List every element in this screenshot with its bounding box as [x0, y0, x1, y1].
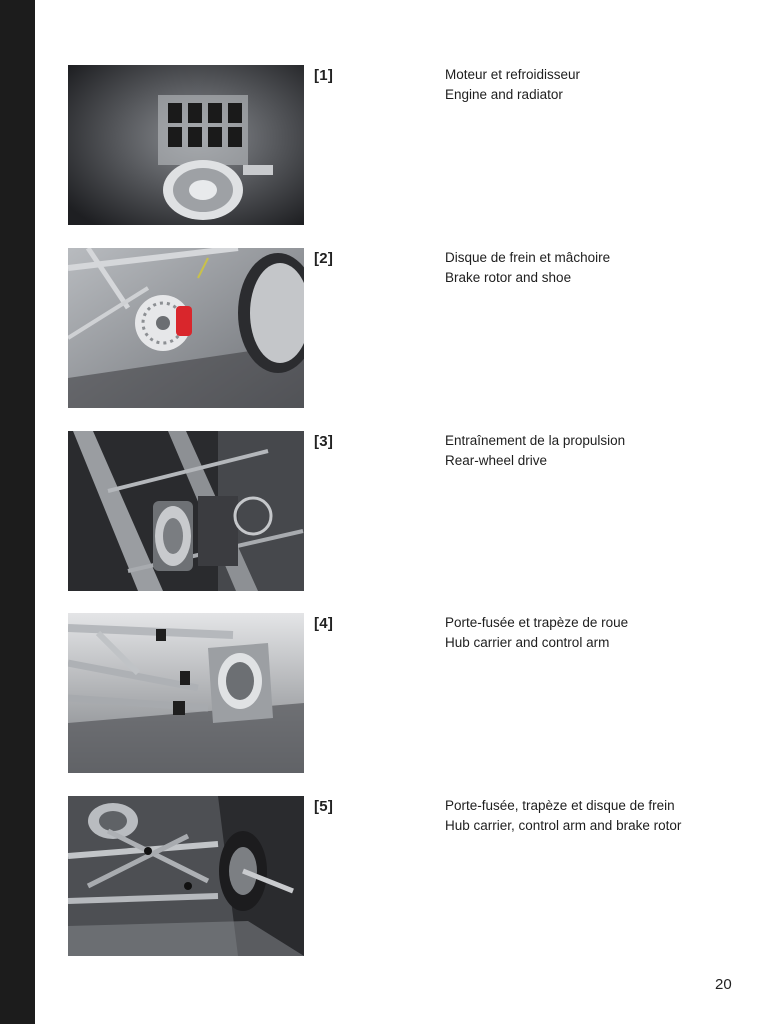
photo-entry-1	[68, 65, 708, 225]
photo-entry-3	[68, 431, 708, 591]
entry-number: [2]	[314, 250, 334, 267]
entry-caption	[445, 65, 580, 105]
caption-french: Porte-fusée, trapèze et disque de frein	[445, 798, 675, 813]
hub-photo	[68, 613, 304, 773]
caption-french: Moteur et refroidisseur	[445, 67, 581, 82]
caption-english: Rear-wheel drive	[445, 453, 548, 468]
page-side-bar	[0, 0, 35, 1024]
drive-photo	[68, 431, 304, 591]
caption-french: Porte-fusée et trapèze de roue	[445, 615, 629, 630]
entry-caption	[445, 431, 625, 471]
engine-photo	[68, 65, 304, 225]
hub-brake-photo	[68, 796, 304, 956]
entry-number: [5]	[314, 798, 334, 815]
photo-entry-2	[68, 248, 708, 408]
photo-entry-4	[68, 613, 708, 773]
caption-french: Disque de frein et mâchoire	[445, 250, 611, 265]
caption-french: Entraînement de la propulsion	[445, 433, 626, 448]
entry-caption	[445, 796, 681, 836]
caption-english: Engine and radiator	[445, 87, 563, 102]
caption-english: Hub carrier and control arm	[445, 635, 610, 650]
entry-number: [3]	[314, 433, 334, 450]
entry-caption	[445, 613, 628, 653]
page-number: 20	[715, 976, 732, 993]
caption-english: Hub carrier, control arm and brake rotor	[445, 818, 682, 833]
photo-entry-5	[68, 796, 708, 956]
entry-number: [1]	[314, 67, 334, 84]
brake-photo	[68, 248, 304, 408]
entry-number: [4]	[314, 615, 334, 632]
caption-english: Brake rotor and shoe	[445, 270, 572, 285]
entry-caption	[445, 248, 610, 288]
